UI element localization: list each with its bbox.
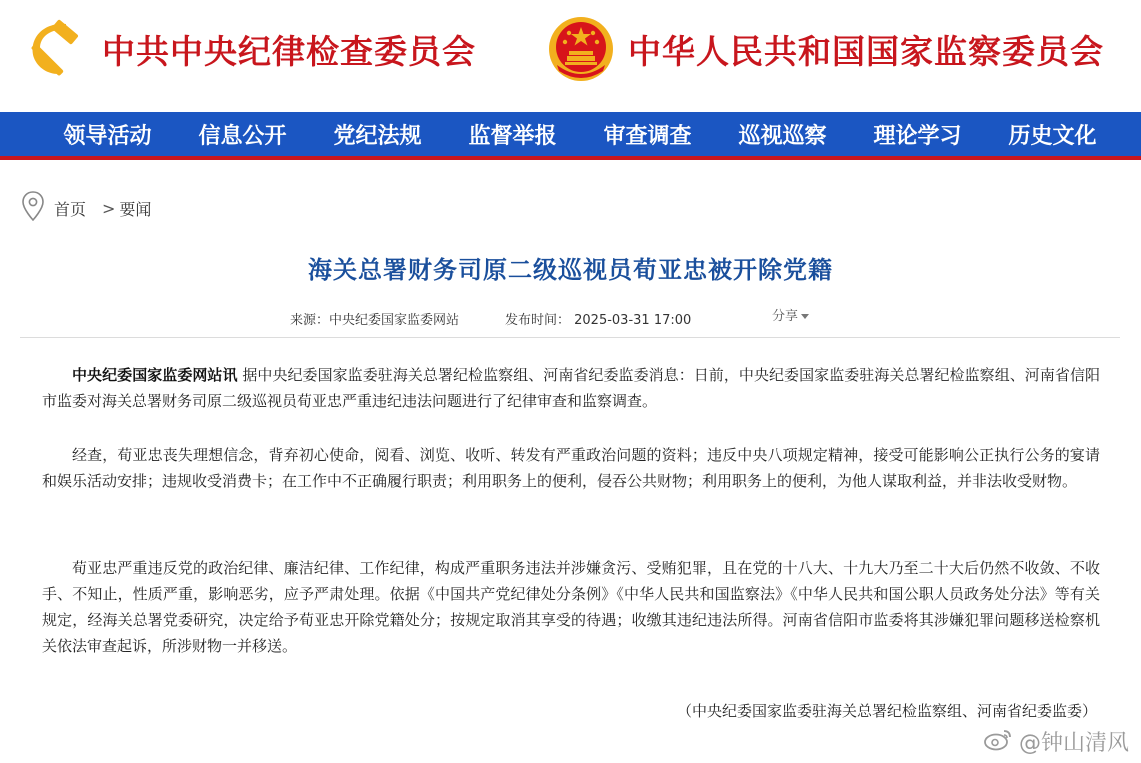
nav-item-regulations[interactable]: 党纪法规 — [333, 122, 422, 149]
nav-item-report[interactable]: 监督举报 — [468, 122, 557, 149]
location-pin-icon — [22, 191, 44, 225]
article-paragraph-1 — [42, 362, 1100, 414]
article-paragraph-2-text: 经查，荀亚忠丧失理想信念，背弃初心使命，阅看、浏览、收听、转发有严重政治问题的资料；违反中央八项规定精神，接受可能影响公正执行公务的宴请和娱乐活动安排；违规收受消费卡；在工作中不正确履行职责；利用职务上的便利，侵吞公共财物；利用职务上的便利，为他人谋取利益，并非法收受财物。 — [42, 446, 1100, 490]
nav-item-disclosure[interactable]: 信息公开 — [198, 122, 287, 149]
breadcrumb-home-link[interactable]: 首页 — [54, 199, 87, 219]
article-source: 来源：中央纪委国家监委网站 — [290, 313, 460, 328]
article-publish-time: 发布时间： 2025-03-31 17:00 — [505, 313, 692, 328]
watermark-text: @钟山清风 — [1018, 731, 1129, 756]
nav-item-history[interactable]: 历史文化 — [1008, 122, 1097, 149]
article-paragraph-3 — [42, 555, 1100, 659]
party-emblem-icon — [20, 14, 90, 84]
article-meta — [0, 309, 1141, 329]
breadcrumb-separator: > — [102, 198, 116, 218]
ccdi-title: 中共中央纪律检查委员会 — [102, 31, 476, 71]
weibo-logo-icon — [983, 727, 1013, 757]
nav-list — [0, 112, 1141, 156]
article-signature: （中央纪委国家监委驻海关总署纪检监察组、河南省纪委监委） — [676, 702, 1097, 720]
ccdi-brand[interactable] — [20, 14, 476, 84]
meta-divider — [20, 337, 1120, 338]
share-label: 分享 — [772, 309, 799, 324]
breadcrumb — [22, 192, 151, 224]
article-paragraph-3-text: 荀亚忠严重违反党的政治纪律、廉洁纪律、工作纪律，构成严重职务违法并涉嫌贪污、受贿犯罪，且在党的十八大、十九大乃至二十大后仍然不收敛、不收手、不知止，性质严重，影响恶劣，应予严肃处理。依据《中国共产党纪律处分条例》《中华人民共和国监察法》《中华人民共和国公职人员政务处分法》等有关规定，经海关总署党委研究，决定给予荀亚忠开除党籍处分；按规定取消其享受的待遇；收缴其违纪违法所得。河南省信阳市监委将其涉嫌犯罪问题移送检察机关依法审查起诉，所涉财物一并移送。 — [42, 559, 1100, 655]
main-nav — [0, 112, 1141, 160]
nav-item-leadership[interactable]: 领导活动 — [63, 122, 152, 149]
article-lead: 中央纪委国家监委网站讯 — [72, 366, 238, 384]
share-button[interactable] — [772, 305, 809, 324]
site-header — [0, 0, 1141, 112]
chevron-down-icon — [801, 314, 809, 319]
weibo-watermark — [983, 726, 1129, 757]
nsc-title: 中华人民共和国国家监察委员会 — [628, 31, 1104, 71]
nav-item-investigation[interactable]: 审查调查 — [603, 122, 692, 149]
nav-item-inspection[interactable]: 巡视巡察 — [738, 122, 827, 149]
nsc-brand[interactable] — [546, 14, 1104, 84]
breadcrumb-current-link[interactable]: 要闻 — [119, 199, 152, 219]
nav-item-theory[interactable]: 理论学习 — [873, 122, 962, 149]
national-emblem-icon — [546, 14, 616, 84]
article-title: 海关总署财务司原二级巡视员荀亚忠被开除党籍 — [308, 256, 833, 284]
article-paragraph-2 — [42, 442, 1100, 494]
article-paragraph-1-text: 据中央纪委国家监委驻海关总署纪检监察组、河南省纪委监委消息：日前，中央纪委国家监委驻海关总署纪检监察组、河南省信阳市监委对海关总署财务司原二级巡视员荀亚忠严重违纪违法问题进行了纪律审查和监察调查。 — [42, 366, 1100, 410]
